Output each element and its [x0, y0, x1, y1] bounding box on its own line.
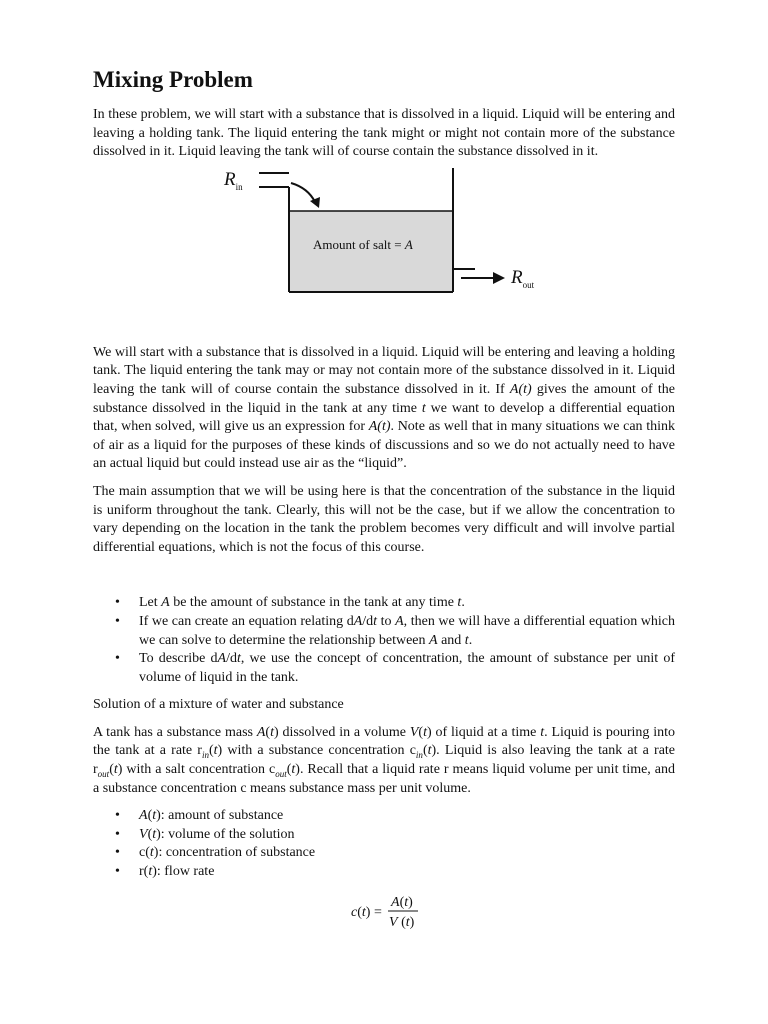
tank-figure	[93, 168, 675, 344]
list-item: • Let A be the amount of substance in the tank at any time t.	[115, 595, 465, 611]
definitions-list	[93, 807, 675, 881]
formula-denominator: V (t)	[389, 914, 415, 930]
outflow-arrow-icon	[493, 272, 505, 284]
formula-lhs: c(t) =	[351, 904, 382, 920]
list-item: • V(t): volume of the solution	[115, 826, 295, 842]
paragraph-3: The main assumption that we will be using here is that the concentration of the substance in the liquid is uniform throughout the tank. Clearly, this will not be the case, but if we allow the concentration to vary depending on the location in the tank the problem becomes very difficult and will involve partial differential equations, which is not the focus of this course.	[93, 483, 675, 555]
list-item: • r(t): flow rate	[115, 864, 215, 880]
paragraph-4: A tank has a substance mass A(t) dissolved in a volume V(t) of liquid at a time t. Liquid is pouring into the tank at a rate $r_{in}(t)$ with a substance concentration $c_{in}(t)$. Liquid is also leaving the tank at a rate $r_{out}(t)$ with a salt concentration $c_{out}(t)$. Recall that a liquid rate r means liquid volume per unit time, and a substance concentration c means substance mass per unit volume.	[93, 724, 676, 796]
document-page	[93, 64, 675, 936]
solution-heading: Solution of a mixture of water and substance	[93, 697, 344, 713]
bullet-list-concepts	[93, 594, 675, 687]
formula-numerator: A(t)	[391, 894, 413, 910]
inflow-arrow-icon	[310, 197, 320, 208]
mixing-tank-diagram	[93, 168, 675, 344]
list-item: • A(t): amount of substance	[115, 808, 284, 824]
intro-paragraph: In these problem, we will start with a substance that is dissolved in a liquid. Liquid will be entering and leaving a holding tank. The liquid entering the tank might or might not contain more of the substance dissolved in it. Liquid leaving the tank will of course contain the substance dissolved in it.	[93, 107, 675, 160]
paragraph-2: We will start with a substance that is dissolved in a liquid. Liquid will be entering and leaving a holding tank. The liquid entering the tank may or may not contain more of the substance dissolved in it. Liquid leaving the tank will of course contain the substance dissolved in it. If A(t) gives the amount of the substance dissolved in the liquid in the tank at any time t we want to develop a differential equation that, when solved, will give us an expression for A(t). Note as well that in many situations we can think of air as a liquid for the purposes of these kinds of discussions and so we do not actually need to have an actual liquid but could instead use air as the “liquid”.	[93, 344, 676, 472]
concentration-formula	[93, 886, 675, 936]
formula-graphic	[93, 886, 675, 936]
r-out-label: $R_{out}$	[511, 266, 535, 290]
list-item: • c(t): concentration of substance	[115, 845, 316, 861]
list-item: • To describe dA/dt, we use the concept of concentration, the amount of substance per unit of volume of liquid in the tank.	[115, 651, 675, 685]
inflow-arrow-curve	[291, 183, 315, 202]
list-item: • If we can create an equation relating dA/dt to A, then we will have a differential equation which we can solve to determine the relationship between A and t.	[115, 613, 675, 648]
tank-amount-label: Amount of salt = A	[313, 236, 413, 252]
r-in-label: $R_{in}$	[224, 168, 243, 192]
page-title: Mixing Problem	[93, 67, 253, 92]
